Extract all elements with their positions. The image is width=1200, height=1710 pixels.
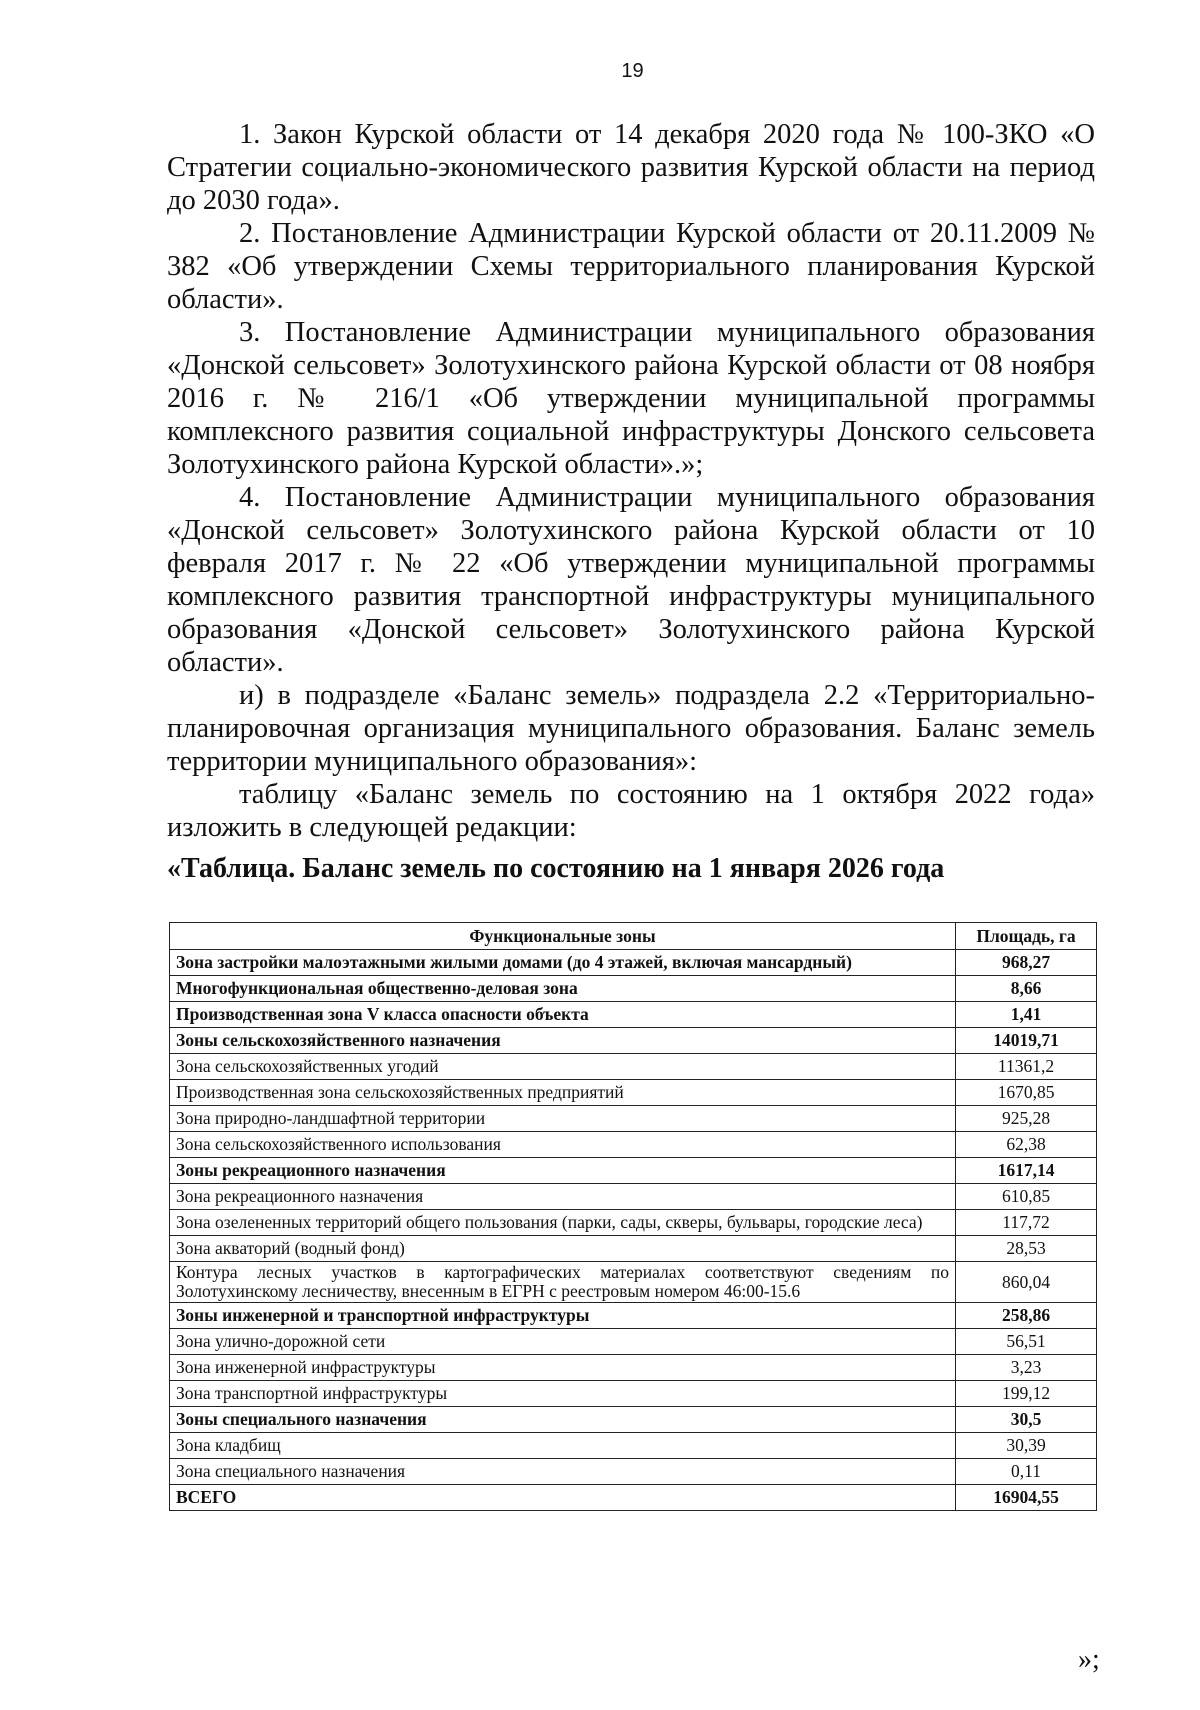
zone-name-cell: Зона улично-дорожной сети [170, 1329, 956, 1355]
zone-area-cell: 1617,14 [956, 1158, 1097, 1184]
zone-area-cell: 11361,2 [956, 1054, 1097, 1080]
zone-name-cell: Зоны сельскохозяйственного назначения [170, 1028, 956, 1054]
zone-area-cell: 1,41 [956, 1002, 1097, 1028]
table-row [170, 1210, 1097, 1236]
document-body [167, 118, 1095, 844]
table-row [170, 1355, 1097, 1381]
table-row [170, 1329, 1097, 1355]
table-row [170, 1303, 1097, 1329]
zone-area-cell: 968,27 [956, 950, 1097, 976]
paragraph-resolution-2: 2. Постановление Администрации Курской области от 20.11.2009 № 382 «Об утверждении Схемы территориального планирования Курской области». [167, 218, 1095, 315]
table-row [170, 1158, 1097, 1184]
zone-name-cell: Многофункциональная общественно-деловая зона [170, 976, 956, 1002]
paragraph-subsection-i: и) в подразделе «Баланс земель» подраздела 2.2 «Территориально-планировочная организация муниципального образования. Баланс земель территории муниципального образования»: [167, 680, 1095, 777]
zone-area-cell: 0,11 [956, 1459, 1097, 1485]
table-row [170, 1407, 1097, 1433]
table-row [170, 1433, 1097, 1459]
zone-name-cell: ВСЕГО [170, 1485, 956, 1511]
paragraph-resolution-3: 3. Постановление Администрации муниципального образования «Донской сельсовет» Золотухинского района Курской области от 08 ноября 2016 г. № 216/1 «Об утверждении муниципальной программы комплексного развития социальной инфраструктуры Донского сельсовета Золотухинского района Курской области».»; [167, 317, 1095, 480]
table-row [170, 1381, 1097, 1407]
zone-area-cell: 8,66 [956, 976, 1097, 1002]
zone-area-cell: 62,38 [956, 1132, 1097, 1158]
zone-area-cell: 925,28 [956, 1106, 1097, 1132]
zone-name-cell: Зона акваторий (водный фонд) [170, 1236, 956, 1262]
table-row [170, 1236, 1097, 1262]
zone-name-cell: Зона транспортной инфраструктуры [170, 1381, 956, 1407]
land-balance-table [169, 922, 1097, 1511]
zone-name-cell: Зона сельскохозяйственного использования [170, 1132, 956, 1158]
table-body [170, 950, 1097, 1511]
zone-area-cell: 3,23 [956, 1355, 1097, 1381]
table-row [170, 1459, 1097, 1485]
page-number: 19 [621, 60, 644, 82]
table-row [170, 1054, 1097, 1080]
zone-area-cell: 117,72 [956, 1210, 1097, 1236]
zone-area-cell: 28,53 [956, 1236, 1097, 1262]
zone-name-cell: Зоны инженерной и транспортной инфраструктуры [170, 1303, 956, 1329]
table-row [170, 1080, 1097, 1106]
closing-quote: »; [1078, 1644, 1100, 1675]
zone-area-cell: 16904,55 [956, 1485, 1097, 1511]
table-header-row [170, 923, 1097, 950]
table-row [170, 1485, 1097, 1511]
paragraph-table-instruction: таблицу «Баланс земель по состоянию на 1 октября 2022 года» изложить в следующей редакции: [167, 779, 1095, 843]
table-title: «Таблица. Баланс земель по состоянию на 1 января 2026 года [167, 853, 945, 884]
zone-name-cell: Зона сельскохозяйственных угодий [170, 1054, 956, 1080]
table-row [170, 1106, 1097, 1132]
table-row [170, 976, 1097, 1002]
zone-name-cell: Зона специального назначения [170, 1459, 956, 1485]
zone-area-cell: 30,39 [956, 1433, 1097, 1459]
zone-area-cell: 14019,71 [956, 1028, 1097, 1054]
zone-area-cell: 1670,85 [956, 1080, 1097, 1106]
zone-area-cell: 199,12 [956, 1381, 1097, 1407]
zone-name-cell: Контура лесных участков в картографических материалах соответствуют сведениям по Золотухинскому лесничеству, внесенным в ЕГРН с реестровым номером 46:00-15.6 [170, 1262, 956, 1303]
paragraph-resolution-4: 4. Постановление Администрации муниципального образования «Донской сельсовет» Золотухинского района Курской области от 10 февраля 2017 г. № 22 «Об утверждении муниципальной программы комплексного развития транспортной инфраструктуры муниципального образования «Донской сельсовет» Золотухинского района Курской области». [167, 482, 1095, 678]
zone-area-cell: 258,86 [956, 1303, 1097, 1329]
table-row [170, 1132, 1097, 1158]
table-row [170, 950, 1097, 976]
zone-name-cell: Производственная зона V класса опасности объекта [170, 1002, 956, 1028]
zone-name-cell: Зона озелененных территорий общего пользования (парки, сады, скверы, бульвары, городские леса) [170, 1210, 956, 1236]
zone-name-cell: Зона инженерной инфраструктуры [170, 1355, 956, 1381]
zone-name-cell: Зона рекреационного назначения [170, 1184, 956, 1210]
zone-area-cell: 56,51 [956, 1329, 1097, 1355]
zone-area-cell: 610,85 [956, 1184, 1097, 1210]
zone-name-cell: Зона кладбищ [170, 1433, 956, 1459]
zone-area-cell: 860,04 [956, 1262, 1097, 1303]
table-row [170, 1028, 1097, 1054]
zone-name-cell: Зоны рекреационного назначения [170, 1158, 956, 1184]
zone-name-cell: Зоны специального назначения [170, 1407, 956, 1433]
zone-name-cell: Зона природно-ландшафтной территории [170, 1106, 956, 1132]
table-row [170, 1184, 1097, 1210]
header-area: Площадь, га [956, 923, 1097, 950]
zone-name-cell: Зона застройки малоэтажными жилыми домами (до 4 этажей, включая мансардный) [170, 950, 956, 976]
zone-name-cell: Производственная зона сельскохозяйственных предприятий [170, 1080, 956, 1106]
paragraph-law-1: 1. Закон Курской области от 14 декабря 2020 года № 100-ЗКО «О Стратегии социально-экономического развития Курской области на период до 2030 года». [167, 119, 1095, 216]
table-row [170, 1262, 1097, 1303]
header-zones: Функциональные зоны [170, 923, 956, 950]
table-row [170, 1002, 1097, 1028]
zone-area-cell: 30,5 [956, 1407, 1097, 1433]
